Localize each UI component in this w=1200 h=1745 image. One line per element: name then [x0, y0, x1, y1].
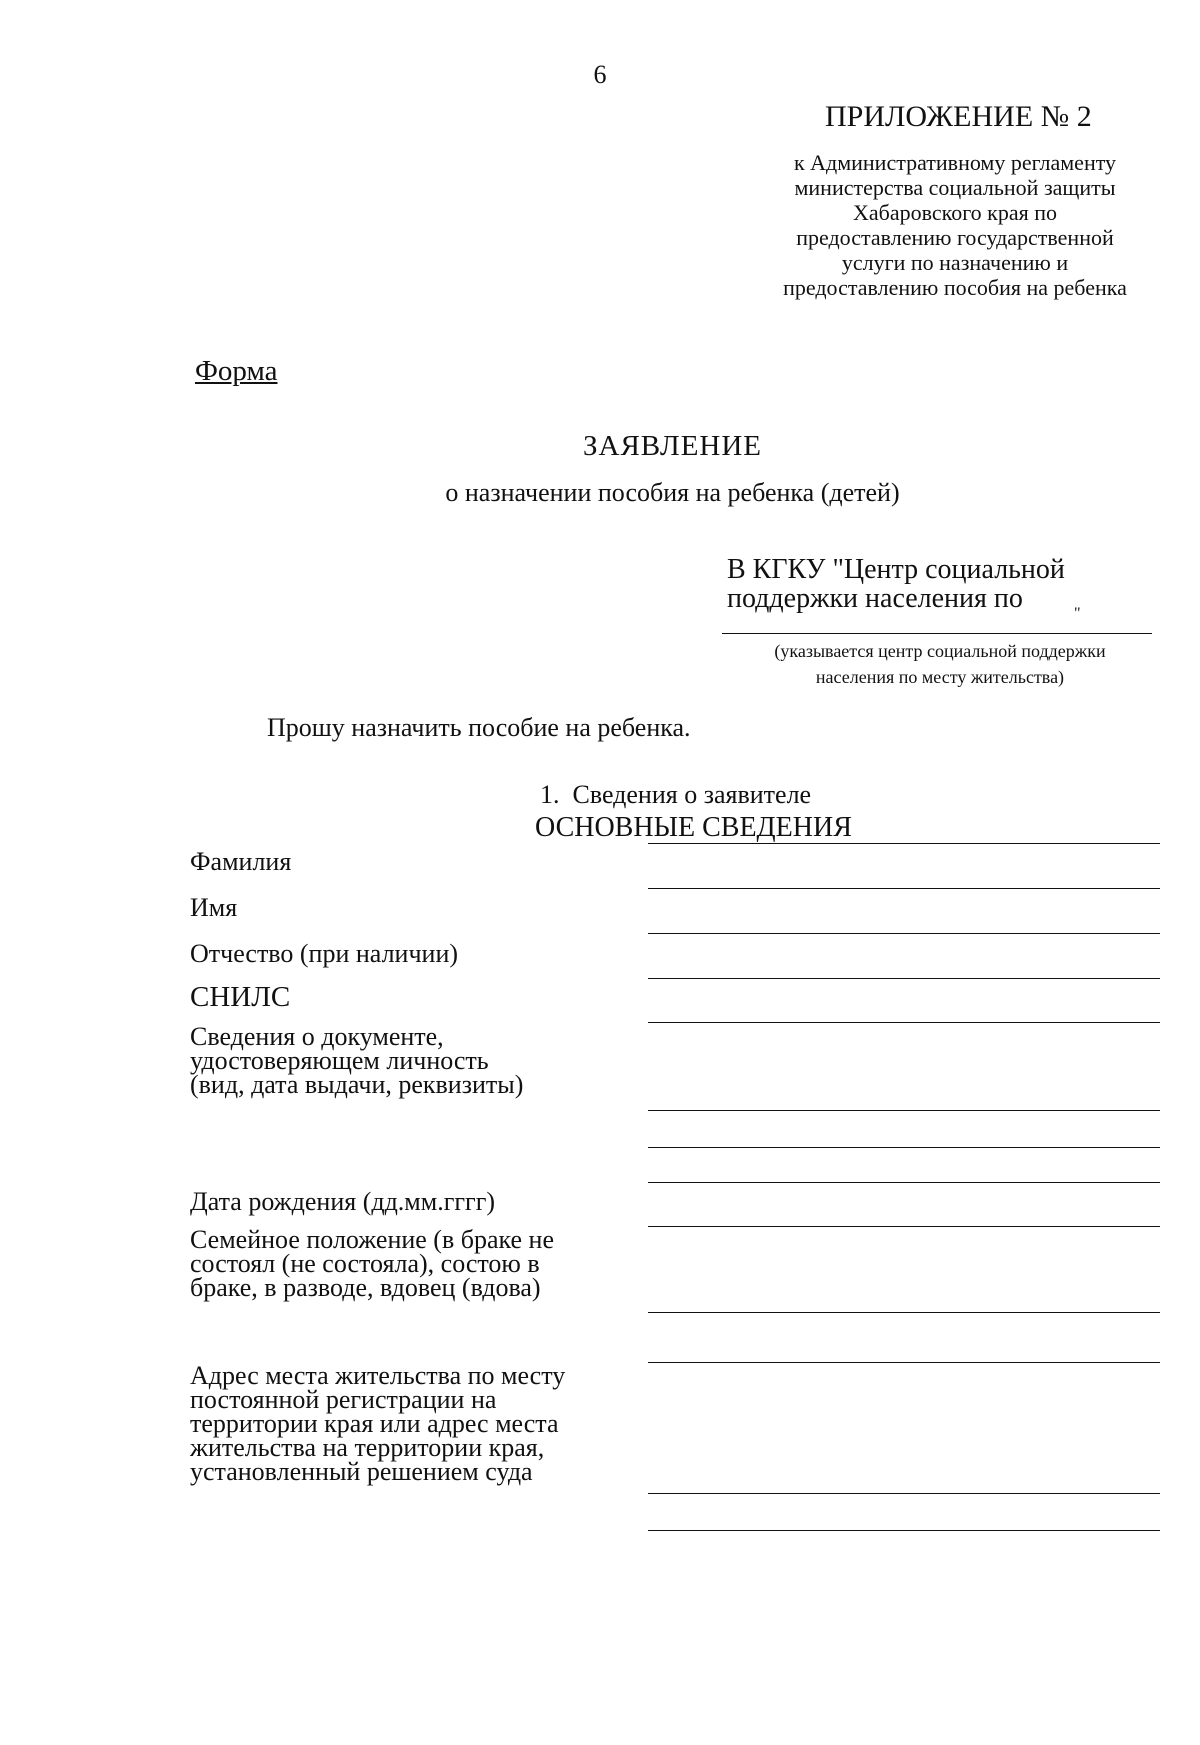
marital-status-label	[190, 1225, 554, 1302]
address-label	[190, 1361, 566, 1486]
page-number: 6	[593, 60, 607, 89]
id-document-field-2[interactable]	[648, 1147, 1160, 1148]
address-field-2[interactable]	[648, 1530, 1160, 1531]
birth-date-field[interactable]	[648, 1226, 1160, 1227]
patronymic-field[interactable]	[648, 978, 1160, 979]
recipient-hint	[730, 638, 1150, 690]
name-field[interactable]	[648, 933, 1160, 934]
appendix-subtitle-line: к Административному регламенту	[793, 150, 1117, 175]
address-label-line: постоянной регистрации на	[190, 1385, 497, 1414]
marital-status-label-line: состоял (не состояла), состою в	[190, 1249, 540, 1278]
appendix-title: ПРИЛОЖЕНИЕ № 2	[825, 100, 1092, 133]
appendix-subtitle-line: услуги по назначению и	[841, 250, 1069, 275]
address-label-line: установленный решением суда	[190, 1457, 533, 1486]
recipient-hint-line: (указывается центр социальной поддержки	[774, 641, 1106, 661]
appendix-subtitle-line: министерства социальной защиты	[794, 175, 1116, 200]
marital-status-label-line: браке, в разводе, вдовец (вдова)	[190, 1273, 541, 1302]
recipient-fill-line[interactable]	[722, 633, 1152, 634]
patronymic-label: Отчество (при наличии)	[190, 939, 459, 968]
id-document-label-line: (вид, дата выдачи, реквизиты)	[190, 1070, 524, 1099]
id-document-label-line: Сведения о документе,	[190, 1022, 444, 1051]
snils-field[interactable]	[648, 1022, 1160, 1023]
appendix-subtitle-line: предоставлению пособия на ребенка	[783, 275, 1127, 300]
id-document-field-1[interactable]	[648, 1110, 1160, 1111]
appendix-subtitle	[755, 150, 1155, 300]
surname-field[interactable]	[648, 888, 1160, 889]
snils-label: СНИЛС	[190, 981, 291, 1013]
appendix-subtitle-line: Хабаровского края по	[852, 200, 1058, 225]
id-document-field-3[interactable]	[648, 1182, 1160, 1183]
document-subtitle: о назначении пособия на ребенка (детей)	[445, 478, 900, 507]
header-fill-line	[648, 843, 1160, 844]
appendix-subtitle-line: предоставлению государственной	[796, 225, 1114, 250]
document-title: ЗАЯВЛЕНИЕ	[582, 430, 763, 462]
form-label: Форма	[195, 355, 278, 387]
name-label: Имя	[190, 893, 238, 922]
marital-status-field-1[interactable]	[648, 1312, 1160, 1313]
request-text: Прошу назначить пособие на ребенка.	[267, 713, 691, 742]
address-label-line: жительства на территории края,	[190, 1433, 545, 1462]
address-label-line: Адрес места жительства по месту	[190, 1361, 566, 1390]
recipient-closing-quote: "	[1074, 605, 1081, 622]
address-field-1[interactable]	[648, 1493, 1160, 1494]
address-label-line: территории края или адрес места	[190, 1409, 559, 1438]
recipient-line-2: поддержки населения по	[727, 583, 1023, 614]
recipient-line-1: В КГКУ "Центр социальной	[727, 554, 1065, 585]
marital-status-label-line: Семейное положение (в браке не	[190, 1225, 554, 1254]
surname-label: Фамилия	[190, 847, 292, 876]
recipient-hint-line: населения по месту жительства)	[815, 667, 1065, 687]
recipient-block	[727, 554, 1081, 622]
marital-status-field-2[interactable]	[648, 1362, 1160, 1363]
id-document-label	[190, 1022, 524, 1099]
section-heading: 1. Сведения о заявителе	[540, 780, 812, 809]
id-document-label-line: удостоверяющем личность	[190, 1046, 489, 1075]
subsection-heading: ОСНОВНЫЕ СВЕДЕНИЯ	[535, 812, 852, 843]
birth-date-label: Дата рождения (дд.мм.гггг)	[190, 1187, 496, 1216]
